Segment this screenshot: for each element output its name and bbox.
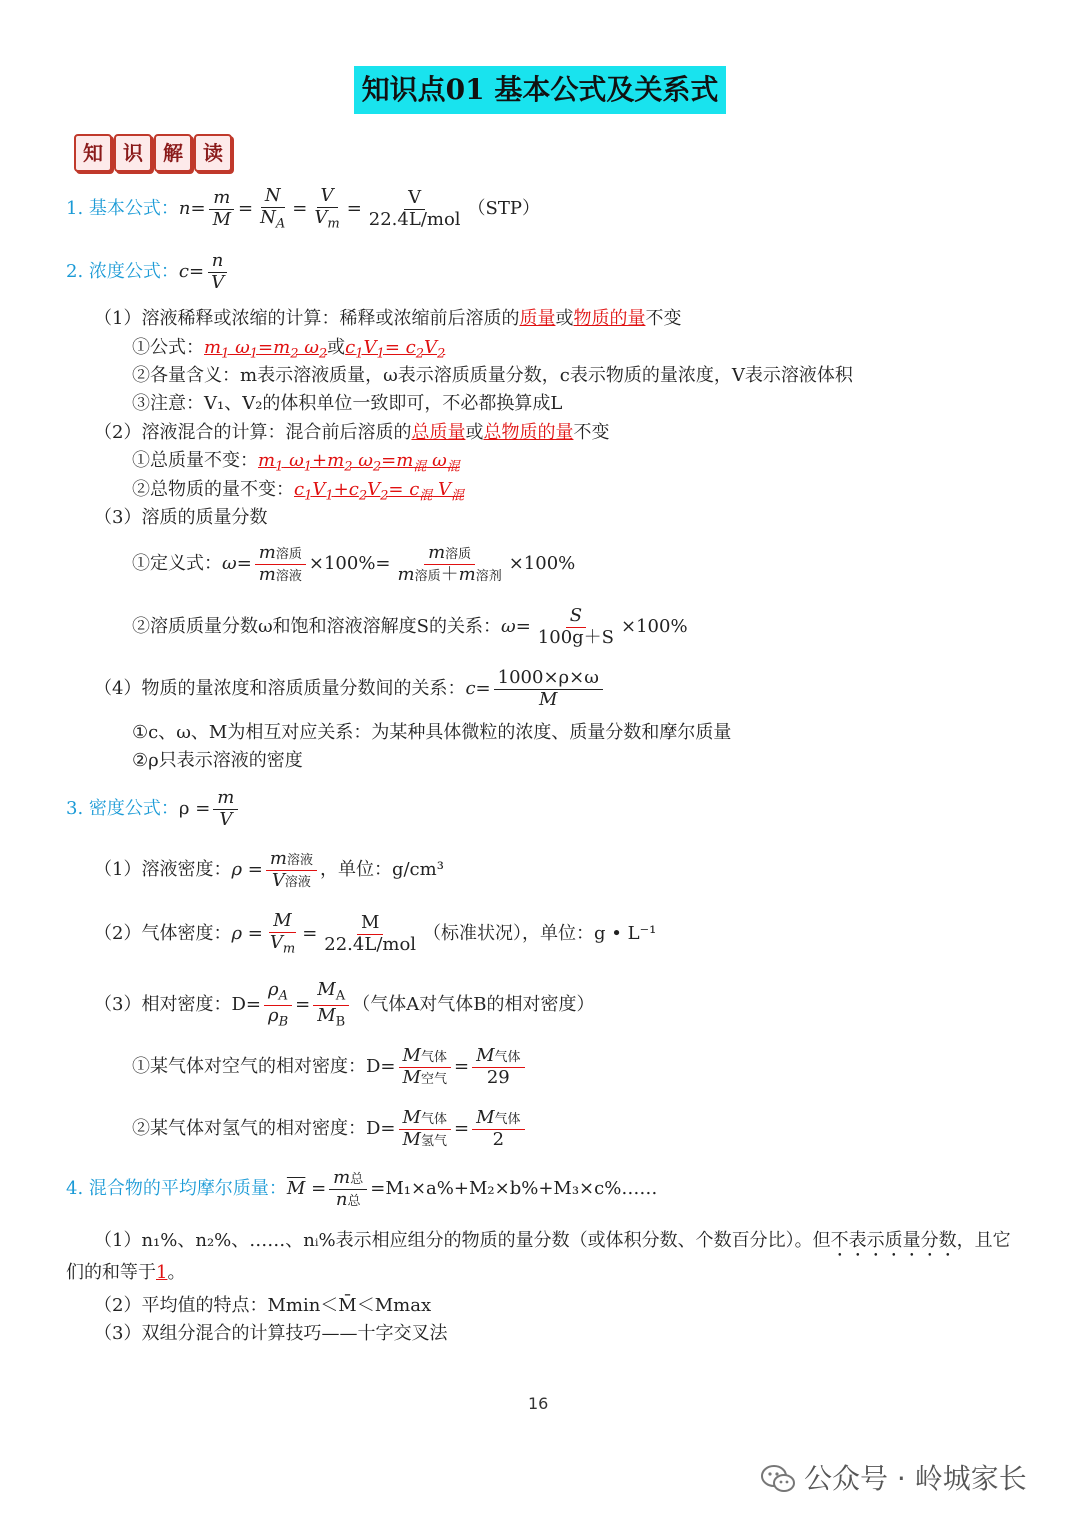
relation-note-2: ②ρ只表示溶液的密度: [132, 750, 303, 771]
average-molar-mass: 4. 混合物的平均摩尔质量：$\overline{M}$ = $\frac{\text{m总}}{\text{n总}}$ =M₁×a%+M₂×b%+M₃×c%……: [66, 1167, 658, 1210]
mole-fraction-line-1: （1）n₁%、n₂%、……、nᵢ%表示相应组分的物质的量分数（或体积分数、个数百分比）。但不表示质量分数，且它: [94, 1230, 1011, 1251]
conc-fraction-relation: （4）物质的量浓度和溶质质量分数间的关系：c= $\frac{1000\times\rho\times\omega}{M}$: [94, 668, 606, 710]
solution-density: （1）溶液密度：ρ = $\frac{\text{m溶液}}{\text{V溶液}}$ ，单位：g/cm³: [94, 848, 444, 891]
watermark-text: 公众号 · 岭城家长: [804, 1462, 1027, 1495]
mixing-line: （2）溶液混合的计算：混合前后溶质的总质量或总物质的量不变: [94, 422, 610, 443]
density-formula: 3. 密度公式：ρ = $\frac{m}{V}$: [66, 788, 241, 830]
badge-1: 知: [74, 134, 112, 172]
cross-method: （3）双组分混合的计算技巧——十字交叉法: [94, 1323, 448, 1344]
dilution-formula: ①公式：$m_1$ $\omega_1=m_2$ $\omega_2$或$c_1V_1= c_2V_2$: [132, 337, 446, 362]
volume-note: ③注意：V₁、V₂的体积单位一致即可，不必都换算成L: [132, 393, 563, 414]
quantity-meaning: ②各量含义：m表示溶液质量，ω表示溶质质量分数，c表示物质的量浓度，V表示溶液体积: [132, 365, 853, 386]
relation-note-1: ①c、ω、M为相互对应关系：为某种具体微粒的浓度、质量分数和摩尔质量: [132, 722, 732, 743]
badge-4: 读: [194, 134, 232, 172]
total-moles-formula: ②总物质的量不变：$c_1V_1+c_2V_2= c_混$ $V_混$: [132, 479, 465, 504]
wechat-icon: [760, 1464, 796, 1494]
average-feature: （2）平均值的特点：Mmin＜M̄＜Mmax: [94, 1295, 432, 1316]
section-badges: [74, 134, 232, 172]
dilution-line: （1）溶液稀释或浓缩的计算：稀释或浓缩前后溶质的质量或物质的量不变: [94, 308, 682, 329]
mass-fraction-definition: ①定义式：ω= $\frac{\text{m溶质}}{\text{m溶液}}$ ×100%= $\frac{\text{m溶质}}{\text{m溶质＋m溶剂}}$ ×100%: [132, 542, 576, 585]
page-number: 16: [528, 1394, 549, 1413]
badge-3: 解: [154, 134, 192, 172]
page-title: 知识点01 基本公式及关系式: [354, 66, 726, 114]
relative-density: （3）相对密度：D= $\frac{\rho_A}{\rho_B}$ = $\frac{M_A}{M_B}$ （气体A对气体B的相对密度）: [94, 979, 595, 1030]
total-mass-formula: ①总质量不变：$m_1$ $\omega_1+m_2$ $\omega_2=m_混$ $\omega_混$: [132, 450, 460, 475]
basic-formula: 1. 基本公式：n= $\frac{m}{M}$ = $\frac{N}{N_A}$ = $\frac{V}{V_m}$ = $\frac{V}{\text{22.4L/mol}}$ （STP）: [66, 185, 540, 232]
mass-fraction-heading: （3）溶质的质量分数: [94, 507, 268, 528]
watermark: [760, 1464, 1027, 1494]
badge-2: 识: [114, 134, 152, 172]
gas-density: （2）气体密度：ρ = $\frac{M}{V_m}$ = $\frac{M}{\text{22.4L/mol}}$ （标准状况），单位：g • L⁻¹: [94, 910, 657, 957]
relative-density-hydrogen: ②某气体对氢气的相对密度：D= $\frac{\text{M气体}}{\text{M氢气}}$ = $\frac{\text{M气体}}{2}$: [132, 1108, 528, 1150]
concentration-formula: 2. 浓度公式：c= $\frac{n}{V}$: [66, 251, 231, 293]
solubility-relation: ②溶质质量分数ω和饱和溶液溶解度S的关系：ω= $\frac{S}{100g+S}$ ×100%: [132, 605, 688, 648]
relative-density-air: ①某气体对空气的相对密度：D= $\frac{\text{M气体}}{\text{M空气}}$ = $\frac{\text{M气体}}{29}$: [132, 1046, 528, 1088]
mole-fraction-line-2: 们的和等于1。: [66, 1262, 186, 1283]
